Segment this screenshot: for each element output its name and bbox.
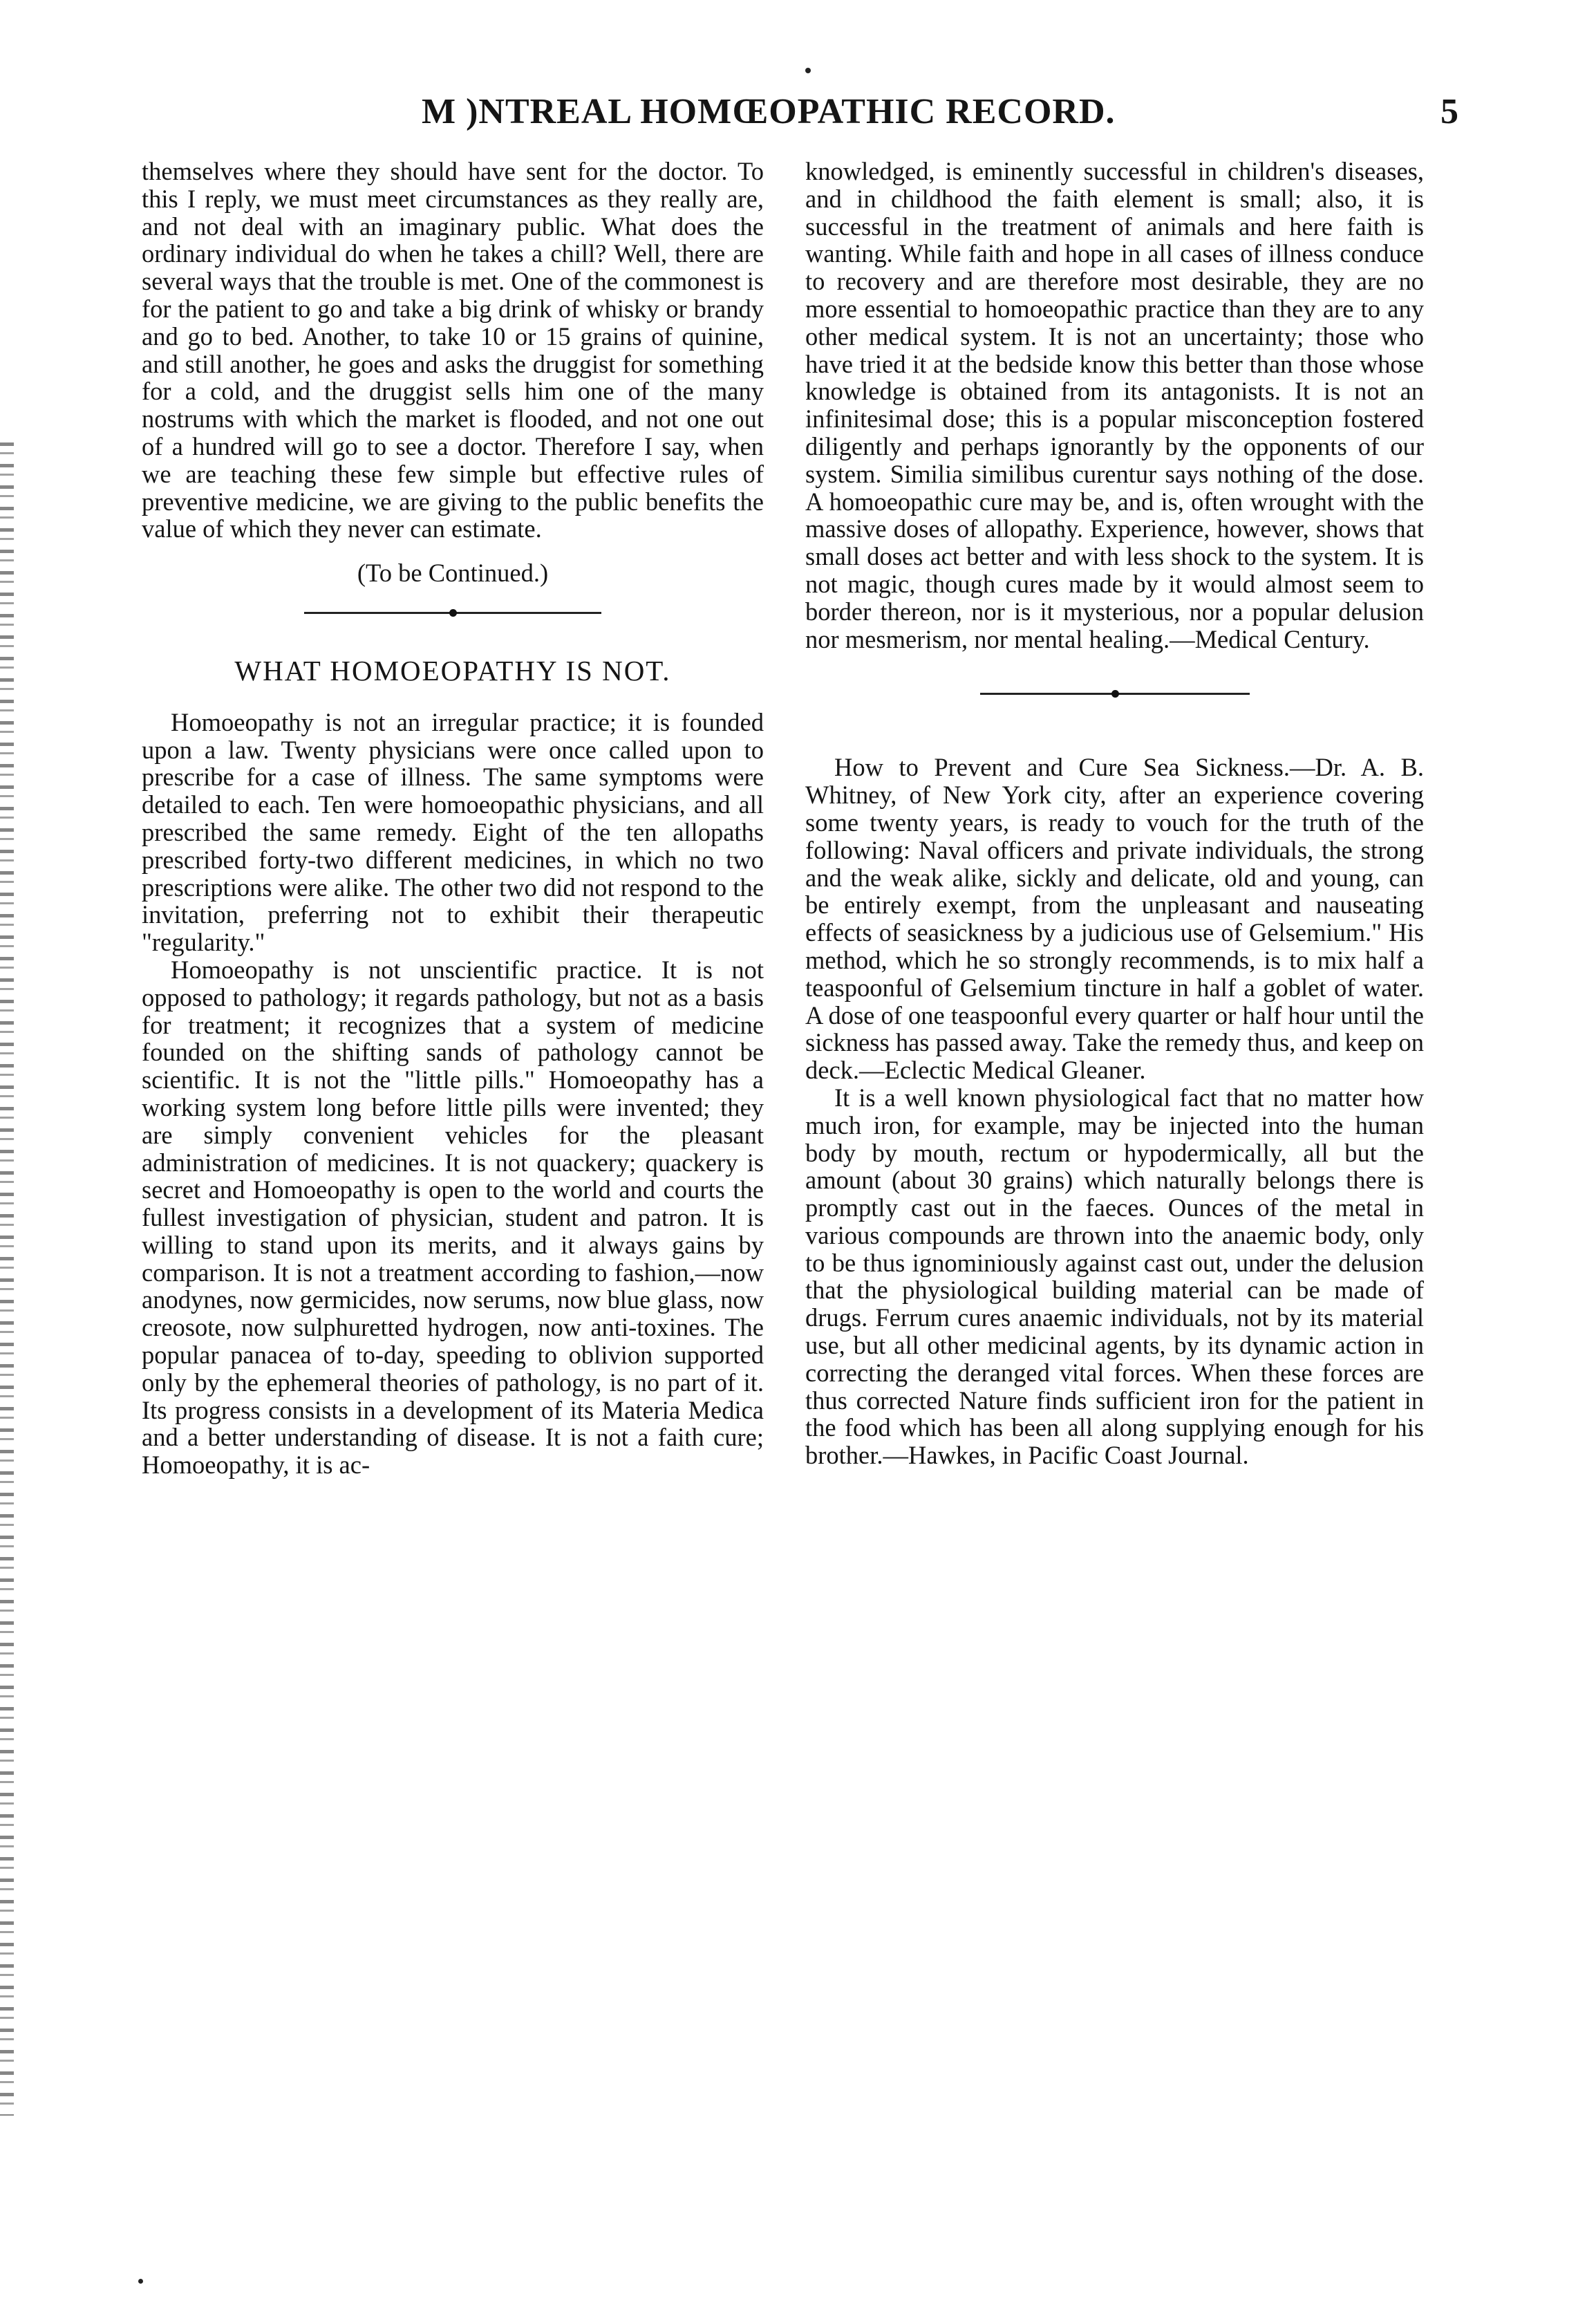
running-head — [131, 91, 1458, 147]
binding-edge — [0, 442, 14, 2116]
scan-speck — [805, 68, 811, 73]
continued-paragraph: themselves where they should have sent for the doctor. To this I reply, we must meet circumstances as they really are, and not deal with an imaginary public. What does the ordinary individual do when he takes a chill? Well, there are several ways that the trouble is met. One of the commonest is for the patient to go and take a big drink of whisky or brandy and go to bed. Another, to take 10 or 15 grains of quinine, and still another, he goes and asks the druggist for something for a cold, and the druggist sells him one of the many nostrums with which the market is flooded, and not one out of a hundred will go to see a doctor. Therefore I say, when we are teaching these few simple but effective rules of preventive medicine, we are giving to the public benefits the value of which they never can estimate. — [142, 157, 764, 543]
article-paragraph: Homoeopathy is not unscientific practice. It is not opposed to pathology; it regards pathology, but not as a basis for treatment; it recognizes that a system of medicine founded on the shifting sands of pathology cannot be scientific. It is not the "little pills." Homoeopathy has a working system long before little pills were invented; they are simply convenient vehicles for the pleasant administration of medicines. It is not quackery; quackery is secret and Homoeopathy is open to the world and courts the fullest investigation of physician, student and patron. It is willing to stand upon its merits, and it always gains by comparison. It is not a treatment according to fashion,—now anodynes, now germicides, now serums, now blue glass, now creosote, now sulphuretted hydrogen, now anti-toxines. The popular panacea of to-day, speeding to oblivion supported only by the ephemeral theories of pathology, is no part of it. Its progress consists in a development of its Materia Medica and a better understanding of disease. It is not a faith cure; Homoeopathy, it is ac- — [142, 955, 764, 1480]
continued-paragraph: knowledged, is eminently successful in children's diseases, and in childhood the faith element is small; also, it is successful in the treatment of animals and here faith is wanting. While faith and hope in all cases of illness conduce to recovery and are therefore most desirable, they are no more essential to homoeopathic practice than they are to any other medical system. It is not an uncertainty; those who have tried it at the bedside know this better than those whose knowledge is obtained from its antagonists. It is not an infinitesimal dose; this is a popular misconception fostered diligently and perhaps ignorantly by the opponents of our system. Similia similibus curentur says nothing of the dose. A homoeopathic cure may be, and is, often wrought with the massive doses of allopathy. Experience, however, shows that small doses act better and with less shock to the system. It is not magic, though cures made by it would almost seem to border thereon, nor is it mysterious, nor a popular delusion nor mesmerism, nor mental healing.—Medical Century. — [805, 157, 1424, 653]
iron-paragraph: It is a well known physiological fact that no matter how much iron, for example, may be injected into the human body by mouth, rectum or hypodermically, all but the amount (about 30 grains) which naturally belongs there is promptly cast out in the faeces. Ounces of the metal in various compounds are thrown into the anaemic body, only to be thus ignominiously against cast out, under the delusion that the physiological building material can be made of drugs. Ferrum cures anaemic individuals, not by its material use, but all other medicinal agents, by its dynamic action in correcting the deranged vital forces. When these forces are thus corrected Nature finds sufficient iron for the patient in the food which has been all along supplying enough for his brother.—Hawkes, in Pacific Coast Journal. — [805, 1083, 1424, 1470]
article-heading: WHAT HOMOEOPATHY IS NOT. — [234, 654, 671, 687]
to-be-continued-note: (To be Continued.) — [357, 559, 549, 588]
article-paragraph: Homoeopathy is not an irregular practice; it is founded upon a law. Twenty physicians were once called upon to prescribe for a case of illness. The same symptoms were detailed to each. Ten were homoeopathic physicians, and all prescribed the same remedy. Eight of the ten allopaths prescribed forty-two different medicines, in which no two prescriptions were alike. The other two did not respond to the invitation, preferring not to exhibit their therapeutic "regularity." — [142, 707, 764, 957]
section-divider — [980, 689, 1250, 698]
page-number: 5 — [1440, 92, 1458, 131]
section-divider — [304, 608, 601, 617]
right-column — [805, 158, 1424, 1469]
scan-speck — [138, 2279, 143, 2284]
left-column — [142, 158, 764, 1479]
sea-sickness-paragraph: How to Prevent and Cure Sea Sickness.—Dr. A. B. Whitney, of New York city, after an experience covering some twenty years, is ready to vouch for the truth of the following: Naval officers and private individuals, the strong and the weak alike, sickly and delicate, old and young, can be entirely exempt, from the unpleasant and nauseating effects of seasickness by a judicious use of Gelsemium." His method, which he so strongly recommends, is to mix half a teaspoonful of Gelsemium tincture in half a goblet of water. A dose of one teaspoonful every quarter or half hour until the sickness has passed away. Take the remedy thus, and keep on deck.—Eclectic Medical Gleaner. — [805, 753, 1424, 1085]
journal-title: M )NTREAL HOMŒOPATHIC RECORD. — [422, 92, 1116, 131]
